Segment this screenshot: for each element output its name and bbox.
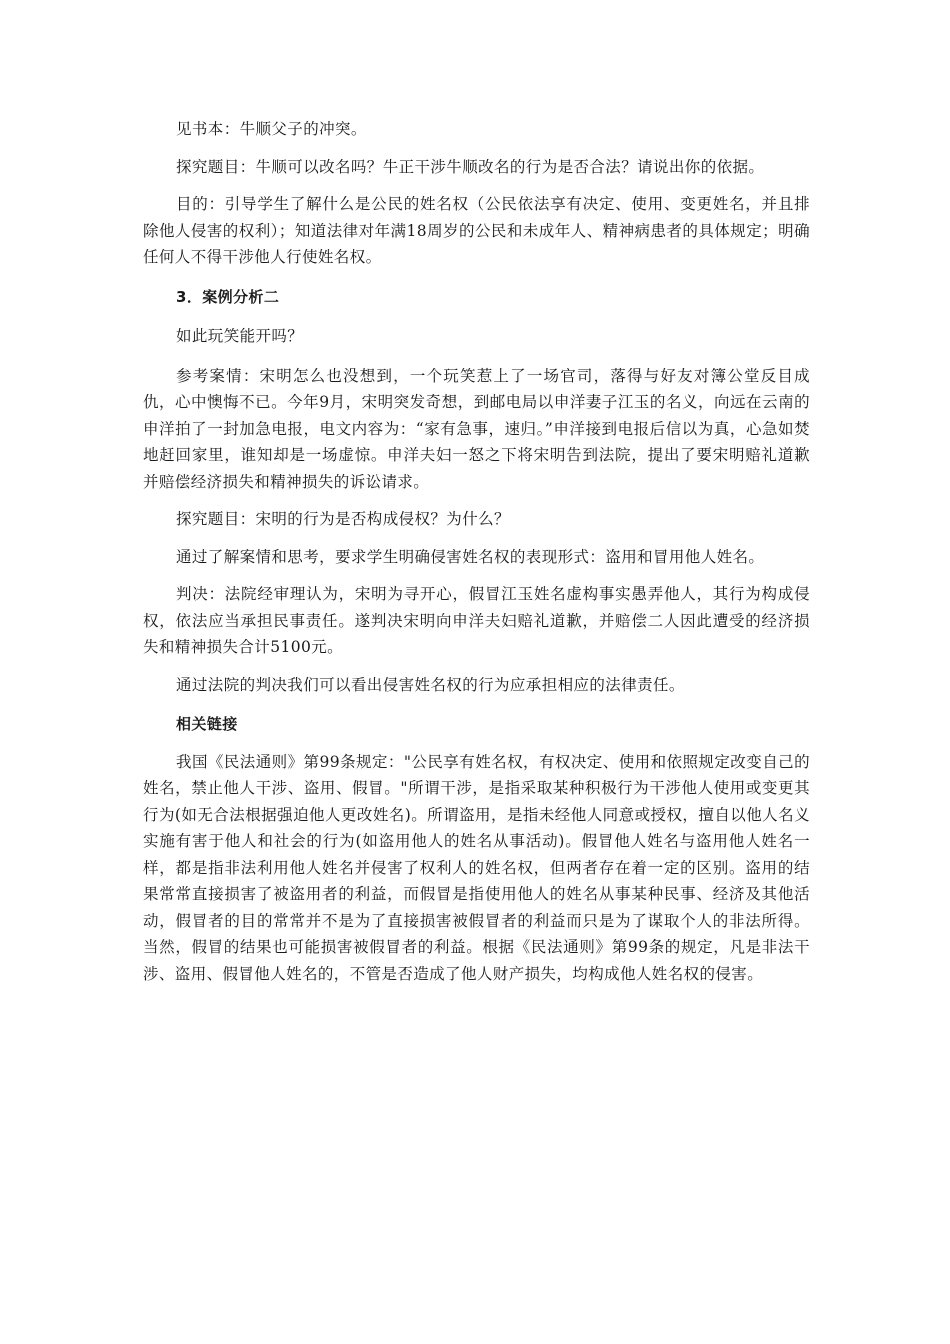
paragraph-inquiry-question-2: 探究题目：宋明的行为是否构成侵权？为什么？ [176,510,510,528]
paragraph-judgment: 判决：法院经审理认为，宋明为寻开心，假冒江玉姓名虚构事实愚弄他人，其行为构成侵权，依法应当承担民事责任。遂判决宋明向申洋夫妇赔礼道歉，并赔偿二人因此遭受的经济损失和精神损失合计5100元。 [143,585,810,656]
section-heading-related-links: 相关链接 [176,715,238,733]
paragraph-book-reference: 见书本：牛顺父子的冲突。 [176,120,367,138]
paragraph-case-facts: 参考案情：宋明怎么也没想到，一个玩笑惹上了一场官司，落得与好友对簿公堂反目成仇，心中懊悔不已。今年9月，宋明突发奇想，到邮电局以申洋妻子江玉的名义，向远在云南的申洋拍了一封加急电报，电文内容为：“家有急事，速归。”申洋接到电报后信以为真，心急如焚地赶回家里，谁知却是一场虚惊。申洋夫妇一怒之下将宋明告到法院，提出了要宋明赔礼道歉并赔偿经济损失和精神损失的诉讼请求。 [143,366,810,491]
section-heading-case-analysis-2: 3．案例分析二 [176,287,280,306]
paragraph-learning-goal: 通过了解案情和思考，要求学生明确侵害姓名权的表现形式：盗用和冒用他人姓名。 [176,547,765,566]
paragraph-inquiry-question-1: 探究题目：牛顺可以改名吗？牛正干涉牛顺改名的行为是否合法？请说出你的依据。 [176,157,765,176]
document-page [143,116,810,987]
paragraph-civil-law-article-99: 我国《民法通则》第99条规定："公民享有姓名权，有权决定、使用和依照规定改变自己的姓名，禁止他人干涉、盗用、假冒。"所谓干涉，是指采取某种积极行为干涉他人使用或变更其行为(如无合法根据强迫他人更改姓名)。所谓盗用，是指未经他人同意或授权，擅自以他人名义实施有害于他人和社会的行为(如盗用他人的姓名从事活动)。假冒他人姓名与盗用他人姓名一样，都是指非法利用他人姓名并侵害了权利人的姓名权，但两者存在着一定的区别。盗用的结果常常直接损害了被盗用者的利益，而假冒是指使用他人的姓名从事某种民事、经济及其他活动，假冒者的目的常常并不是为了直接损害被假冒者的利益而只是为了谋取个人的非法所得。当然，假冒的结果也可能损害被假冒者的利益。根据《民法通则》第99条的规定，凡是非法干涉、盗用、假冒他人姓名的，不管是否造成了他人财产损失，均构成他人姓名权的侵害。 [143,752,810,983]
paragraph-purpose: 目的：引导学生了解什么是公民的姓名权（公民依法享有决定、使用、变更姓名，并且排除他人侵害的权利）；知道法律对年满18周岁的公民和未成年人、精神病患者的具体规定；明确任何人不得干涉他人行使姓名权。 [143,195,810,266]
paragraph-legal-responsibility: 通过法院的判决我们可以看出侵害姓名权的行为应承担相应的法律责任。 [176,675,685,694]
paragraph-case-title: 如此玩笑能开吗？ [176,327,304,345]
